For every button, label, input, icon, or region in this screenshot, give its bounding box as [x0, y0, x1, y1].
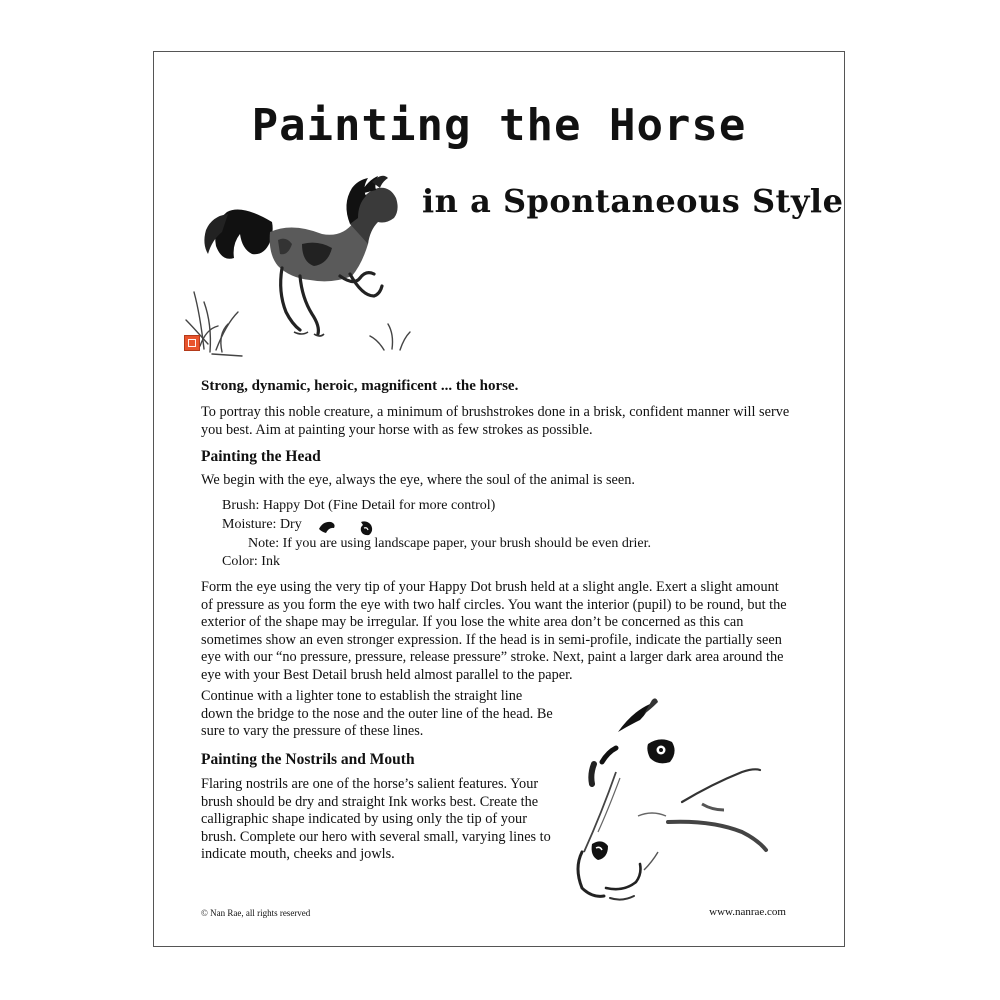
worksheet-page: [153, 51, 845, 947]
horse-head-illustration: [562, 692, 792, 907]
color-spec: Color: Ink: [222, 554, 280, 569]
page-title: Painting the Horse: [251, 100, 747, 151]
intro-heading: Strong, dynamic, heroic, magnificent ... the horse.: [201, 378, 519, 394]
eye-technique-paragraph: Form the eye using the very tip of your Happy Dot brush held at a slight angle. Exert a slight amount of pressure as you form the eye with two half circles. You want the interior (pupil) to be round, but the exterior of the shape may be irregular. If you lose the white area don’t be concerned as this can sometimes show an even stronger expression. If the head is in semi-profile, indicate the partially seen eye with our “no pressure, pressure, release pressure” stroke. Next, paint a larger dark area around the eye with your Best Detail brush held almost parallel to the paper.: [201, 579, 787, 683]
website-link[interactable]: www.nanrae.com: [709, 906, 786, 918]
dry-brush-dab-icon: [317, 519, 337, 535]
section-heading-nostrils: Painting the Nostrils and Mouth: [201, 751, 415, 768]
section-heading-head: Painting the Head: [201, 448, 321, 465]
nostrils-paragraph: Flaring nostrils are one of the horse’s salient features. Your brush should be dry and straight Ink works best. Create the calligraphic shape indicated by using only the tip of your brush. Complete our hero with several small, varying lines to indicate mouth, cheeks and jowls.: [201, 776, 551, 862]
dry-brush-dab-icon: [357, 519, 375, 537]
moisture-spec: Moisture: Dry: [222, 517, 302, 532]
head-lead-paragraph: We begin with the eye, always the eye, where the soul of the animal is seen.: [201, 472, 635, 488]
galloping-horse-illustration: [182, 174, 414, 364]
page-subtitle: in a Spontaneous Style: [422, 182, 844, 220]
paper-note: Note: If you are using landscape paper, your brush should be even drier.: [248, 536, 651, 551]
copyright-notice: © Nan Rae, all rights reserved: [201, 908, 311, 918]
brush-spec: Brush: Happy Dot (Fine Detail for more control): [222, 498, 496, 513]
artist-seal-stamp: [184, 335, 200, 351]
intro-paragraph: To portray this noble creature, a minimum of brushstrokes done in a brisk, confident manner will serve you best. Aim at painting your horse with as few strokes as possible.: [201, 404, 790, 438]
bridge-line-paragraph: Continue with a lighter tone to establish the straight line down the bridge to the nose and the outer line of the head. Be sure to vary the pressure of these lines.: [201, 688, 553, 739]
